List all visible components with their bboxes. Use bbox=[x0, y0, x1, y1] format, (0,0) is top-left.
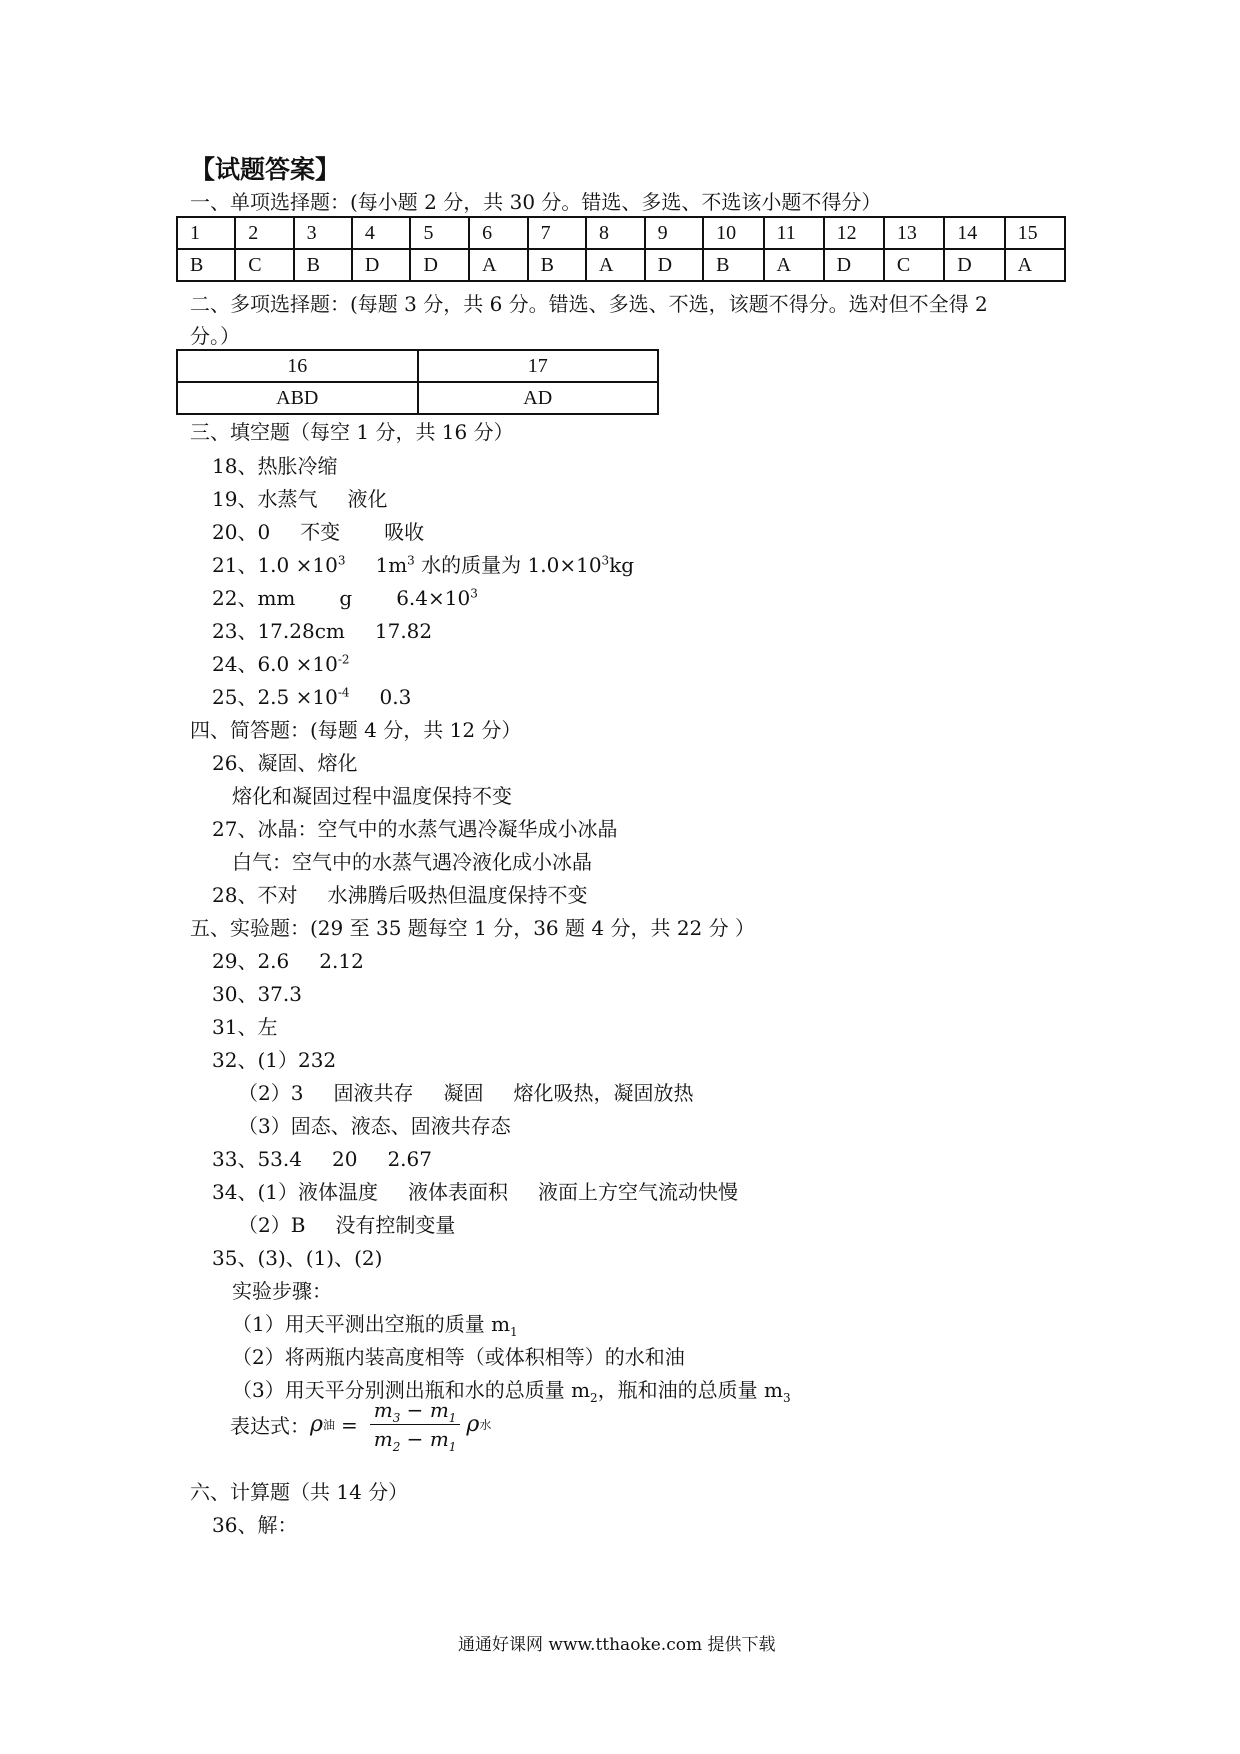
table-cell: B bbox=[294, 249, 352, 281]
density-formula: 表达式： ρ 油 = $\frac{m_3 - m_1}{m_2 - m_1}$ ρ 水 bbox=[230, 1398, 492, 1454]
answer-19 bbox=[212, 483, 387, 512]
section1-heading: 一、单项选择题：(每小题 2 分，共 30 分。错选、多选、不选该小题不得分） bbox=[190, 190, 882, 214]
table-cell: A bbox=[1005, 249, 1065, 281]
answer-part: 28、不对 bbox=[212, 883, 298, 907]
section5-heading: 五、实验题：(29 至 35 题每空 1 分，36 题 4 分，共 22 分 ） bbox=[190, 916, 755, 940]
multi-choice-answer-table bbox=[176, 349, 659, 415]
table-row-answers bbox=[177, 249, 1065, 281]
variable: m bbox=[373, 1427, 393, 1451]
answer-34-2 bbox=[238, 1209, 455, 1238]
answer-32-1: 32、(1）232 bbox=[212, 1048, 337, 1072]
section4-heading: 四、简答题：(每题 4 分，共 12 分） bbox=[190, 718, 522, 742]
answer-26: 26、凝固、熔化 bbox=[212, 751, 358, 775]
table-cell: 16 bbox=[177, 350, 418, 382]
exponent: -2 bbox=[337, 652, 350, 667]
table-cell: 15 bbox=[1005, 217, 1065, 249]
answer-part: 22、mm bbox=[212, 586, 296, 610]
answer-34-1 bbox=[212, 1176, 738, 1205]
subscript: 3 bbox=[783, 1391, 791, 1405]
answer-part: 20 bbox=[331, 1147, 358, 1171]
expression-label: 表达式： bbox=[230, 1414, 310, 1438]
answer-part: 液体表面积 bbox=[407, 1180, 508, 1204]
answer-20 bbox=[212, 516, 424, 545]
answer-part: 24、6.0 ×10 bbox=[212, 652, 338, 676]
answer-18: 18、热胀冷缩 bbox=[212, 454, 338, 478]
table-cell: C bbox=[235, 249, 293, 281]
answer-part: 吸收 bbox=[384, 520, 425, 544]
answer-32-3: （3）固态、液态、固液共存态 bbox=[238, 1114, 511, 1138]
subscript: 1 bbox=[510, 1325, 518, 1339]
table-cell: 7 bbox=[528, 217, 586, 249]
answer-part: 21、1.0 ×10 bbox=[212, 553, 338, 577]
table-cell: A bbox=[586, 249, 645, 281]
answer-part: 23、17.28cm bbox=[212, 619, 345, 643]
table-cell: 11 bbox=[764, 217, 824, 249]
subscript: 1 bbox=[448, 1440, 457, 1454]
answer-27: 27、冰晶：空气中的水蒸气遇冷凝华成小冰晶 bbox=[212, 817, 618, 841]
subscript: 1 bbox=[448, 1411, 457, 1425]
answer-part: 不变 bbox=[300, 520, 341, 544]
table-cell: D bbox=[645, 249, 704, 281]
table-cell: C bbox=[884, 249, 944, 281]
answer-24 bbox=[212, 648, 350, 677]
table-cell: 4 bbox=[352, 217, 411, 249]
answer-30: 30、37.3 bbox=[212, 982, 302, 1006]
subscript: 3 bbox=[392, 1411, 401, 1425]
table-cell: B bbox=[177, 249, 235, 281]
step-text: ，瓶和油的总质量 m bbox=[597, 1378, 784, 1402]
table-row-numbers bbox=[177, 217, 1065, 249]
answer-part: 1m bbox=[375, 553, 408, 577]
step-2: （2）将两瓶内装高度相等（或体积相等）的水和油 bbox=[232, 1345, 685, 1369]
table-cell: D bbox=[944, 249, 1004, 281]
answer-part: 34、(1）液体温度 bbox=[212, 1180, 378, 1204]
table-cell: 13 bbox=[884, 217, 944, 249]
answer-26-detail: 熔化和凝固过程中温度保持不变 bbox=[232, 784, 512, 808]
page-title: 【试题答案】 bbox=[190, 155, 341, 184]
table-row-answers bbox=[177, 382, 658, 414]
table-cell: 9 bbox=[645, 217, 704, 249]
answer-32-2 bbox=[238, 1077, 693, 1106]
answer-part: 熔化吸热，凝固放热 bbox=[513, 1081, 694, 1105]
exponent: 3 bbox=[601, 553, 610, 568]
table-row-numbers bbox=[177, 350, 658, 382]
rho-symbol: ρ bbox=[310, 1412, 323, 1437]
table-cell: ABD bbox=[177, 382, 418, 414]
answer-part: g bbox=[339, 586, 353, 610]
variable: m bbox=[373, 1398, 393, 1422]
answer-28 bbox=[212, 879, 587, 908]
answer-part: kg bbox=[609, 553, 635, 577]
answer-part: 液化 bbox=[347, 487, 388, 511]
answer-35: 35、(3)、(1)、(2) bbox=[212, 1246, 383, 1270]
answer-part: 2.12 bbox=[319, 949, 364, 973]
table-cell: 2 bbox=[235, 217, 293, 249]
table-cell: 5 bbox=[410, 217, 469, 249]
answer-part: 水的质量为 1.0×10 bbox=[414, 553, 602, 577]
answer-part: 25、2.5 ×10 bbox=[212, 685, 338, 709]
answer-33 bbox=[212, 1143, 432, 1172]
table-cell: D bbox=[824, 249, 884, 281]
table-cell: 6 bbox=[469, 217, 528, 249]
rho-symbol: ρ bbox=[466, 1412, 480, 1437]
subscript: 2 bbox=[590, 1391, 598, 1405]
table-cell: 14 bbox=[944, 217, 1004, 249]
answer-part: 33、53.4 bbox=[212, 1147, 302, 1171]
minus-sign: − bbox=[400, 1398, 430, 1422]
answer-31: 31、左 bbox=[212, 1015, 278, 1039]
exponent: -4 bbox=[337, 685, 350, 700]
table-cell: 1 bbox=[177, 217, 235, 249]
section3-heading: 三、填空题（每空 1 分，共 16 分） bbox=[190, 420, 514, 444]
section2-heading-line2: 分。） bbox=[190, 324, 240, 348]
answer-29 bbox=[212, 945, 364, 974]
section6-heading: 六、计算题（共 14 分） bbox=[190, 1480, 409, 1504]
step-1 bbox=[232, 1308, 518, 1337]
answer-27-detail: 白气：空气中的水蒸气遇冷液化成小冰晶 bbox=[232, 850, 592, 874]
answer-part: 17.82 bbox=[374, 619, 433, 643]
answer-part: 29、2.6 bbox=[212, 949, 290, 973]
footer-source: 通通好课网 www.tthaoke.com 提供下载 bbox=[458, 1635, 776, 1655]
minus-sign: − bbox=[400, 1427, 430, 1451]
table-cell: 3 bbox=[294, 217, 352, 249]
answer-part: 凝固 bbox=[443, 1081, 484, 1105]
table-cell: 17 bbox=[418, 350, 659, 382]
answer-part: 液面上方空气流动快慢 bbox=[537, 1180, 738, 1204]
answer-22 bbox=[212, 582, 478, 611]
table-cell: AD bbox=[418, 382, 659, 414]
answer-part: 2.67 bbox=[387, 1147, 432, 1171]
answer-part: 没有控制变量 bbox=[335, 1213, 456, 1237]
subscript: 2 bbox=[392, 1440, 401, 1454]
answer-21 bbox=[212, 549, 634, 578]
answer-part: 水沸腾后吸热但温度保持不变 bbox=[327, 883, 588, 907]
table-cell: 10 bbox=[703, 217, 763, 249]
equals-sign: = bbox=[340, 1412, 358, 1437]
step-text: （3）用天平分别测出瓶和水的总质量 m bbox=[232, 1378, 591, 1402]
fraction-numerator bbox=[370, 1398, 461, 1425]
table-cell: A bbox=[469, 249, 528, 281]
variable: m bbox=[429, 1427, 449, 1451]
table-cell: 12 bbox=[824, 217, 884, 249]
exponent: 3 bbox=[470, 586, 478, 601]
fraction-denominator bbox=[370, 1425, 461, 1454]
steps-label: 实验步骤： bbox=[232, 1279, 332, 1303]
single-choice-answer-table bbox=[176, 216, 1066, 282]
answer-part: 固液共存 bbox=[333, 1081, 414, 1105]
exponent: 3 bbox=[337, 553, 346, 568]
table-cell: D bbox=[352, 249, 411, 281]
answer-part: 0.3 bbox=[379, 685, 412, 709]
variable: m bbox=[429, 1398, 449, 1422]
answer-part: （2）B bbox=[238, 1213, 306, 1237]
table-cell: B bbox=[528, 249, 586, 281]
fraction bbox=[370, 1398, 461, 1454]
answer-part: 6.4×10 bbox=[396, 586, 471, 610]
answer-25 bbox=[212, 681, 411, 710]
table-cell: D bbox=[410, 249, 469, 281]
answer-part: （2）3 bbox=[238, 1081, 304, 1105]
section2-heading-line1: 二、多项选择题：(每题 3 分，共 6 分。错选、多选、不选，该题不得分。选对但不全得 2 bbox=[190, 292, 988, 316]
table-cell: B bbox=[703, 249, 763, 281]
answer-36: 36、解： bbox=[212, 1513, 298, 1537]
table-cell: A bbox=[764, 249, 824, 281]
step-text: （1）用天平测出空瓶的质量 m bbox=[232, 1312, 511, 1336]
table-cell: 8 bbox=[586, 217, 645, 249]
answer-part: 19、水蒸气 bbox=[212, 487, 318, 511]
exponent: 3 bbox=[407, 553, 415, 568]
answer-part: 20、0 bbox=[212, 520, 271, 544]
answer-23 bbox=[212, 615, 432, 644]
